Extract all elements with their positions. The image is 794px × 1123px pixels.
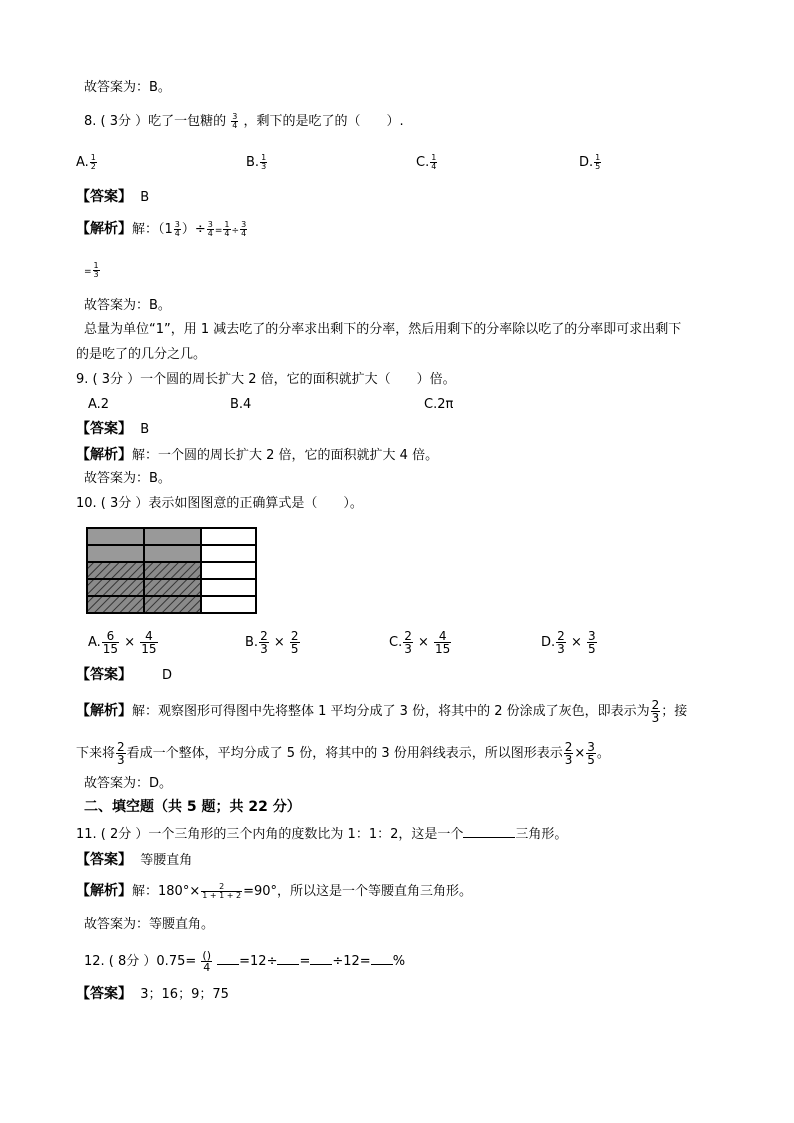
q10-option-a: A. $\frac{6}{15}$ × $\frac{4}{15}$	[88, 629, 157, 656]
analysis-label: 【解析】	[76, 221, 132, 237]
q11-analysis: 【解析】解：180°× $\frac{2}{1 + 1 + 2}$ =90°，所以这是一个等腰直角三角形。	[76, 882, 473, 900]
q8-option-c: C. $\frac{1}{4}$	[416, 153, 437, 171]
q8-answer	[76, 188, 149, 207]
q12-blank-3	[310, 952, 332, 965]
q10-question: 10. ( 3分 ）表示如图图意的正确算式是（ ）。	[76, 496, 363, 511]
q8-analysis: 【解析】解：（1 $\frac{3}{4}$ ）÷ $\frac{3}{4}$ = $\frac{1}{4}$ ÷ $\frac{3}{4}$	[76, 220, 247, 238]
answer-label: 【答案】	[76, 189, 132, 205]
q11-blank	[463, 825, 515, 838]
q8-conclusion: 故答案为：B。	[84, 298, 171, 313]
q12-blank-1	[217, 952, 239, 965]
q8-suffix: ，剩下的是吃了的（ ）.	[243, 114, 404, 129]
q9-conclusion: 故答案为：B。	[84, 471, 171, 486]
q10-option-d: D. $\frac{2}{3}$ × $\frac{3}{5}$	[541, 629, 596, 656]
q8-option-d: D. $\frac{1}{5}$	[579, 153, 601, 171]
q12-question: 12. ( 8分 ）0.75= $\frac{()}{4}$ =12÷ = ÷12= %	[84, 949, 406, 974]
q10-analysis-1: 【解析】解：观察图形可得图中先将整体 1 平均分成了 3 份，将其中的 2 份涂成了灰色，即表示为 $\frac{2}{3}$ ；接	[76, 698, 688, 725]
q8-question	[84, 113, 404, 131]
q12-fraction: $\frac{()}{4}$	[202, 949, 211, 974]
section-title: 二、填空题（共 5 题；共 22 分）	[84, 799, 301, 815]
q9-option-a: A.2	[88, 397, 110, 412]
q8-explain-2: 的是吃了的几分之几。	[76, 347, 207, 362]
q8-prefix: 8. ( 3分 ）吃了一包糖的	[84, 114, 227, 129]
q9-analysis: 【解析】解：一个圆的周长扩大 2 倍，它的面积就扩大 4 倍。	[76, 447, 439, 463]
answer-value: B	[140, 190, 150, 205]
q12-blank-4	[371, 952, 393, 965]
q10-analysis-2: 下来将 $\frac{2}{3}$ 看成一个整体，平均分成了 5 份，将其中的 3 份用斜线表示，所以图形表示 $\frac{2}{3}$ × $\frac{3}{5}$ 。	[76, 740, 610, 767]
q8-result: = $\frac{1}{3}$	[84, 261, 99, 279]
q12-answer: 【答案】 3；16；9；75	[76, 986, 229, 1002]
q12-blank-2	[277, 952, 299, 965]
q8-explain-1: 总量为单位“1”，用 1 减去吃了的分率求出剩下的分率，然后用剩下的分率除以吃了的分率即可求出剩下	[84, 322, 682, 337]
q8-option-a: A. $\frac{1}{2}$	[76, 153, 96, 171]
q11-question: 11. ( 2分 ）一个三角形的三个内角的度数比为 1：1：2，这是一个 三角形。	[76, 827, 568, 842]
q9-option-b: B.4	[230, 397, 252, 412]
q8-option-b: B. $\frac{1}{3}$	[246, 153, 267, 171]
q10-figure	[86, 527, 258, 615]
q11-conclusion: 故答案为：等腰直角。	[84, 917, 215, 932]
q7-conclusion: 故答案为：B。	[84, 80, 171, 95]
q10-option-b: B. $\frac{2}{3}$ × $\frac{2}{5}$	[245, 629, 299, 656]
q9-answer: 【答案】 B	[76, 421, 150, 437]
q9-option-c: C.2π	[424, 397, 454, 412]
q10-option-c: C. $\frac{2}{3}$ × $\frac{4}{15}$	[389, 629, 451, 656]
q8-fraction: $\frac{3}{4}$	[232, 112, 238, 130]
q11-answer: 【答案】 等腰直角	[76, 852, 193, 868]
q9-question: 9. ( 3分 ）一个圆的周长扩大 2 倍，它的面积就扩大（ ）倍。	[76, 372, 456, 387]
q10-conclusion: 故答案为：D。	[84, 776, 173, 791]
q10-answer: 【答案】 D	[76, 667, 173, 683]
